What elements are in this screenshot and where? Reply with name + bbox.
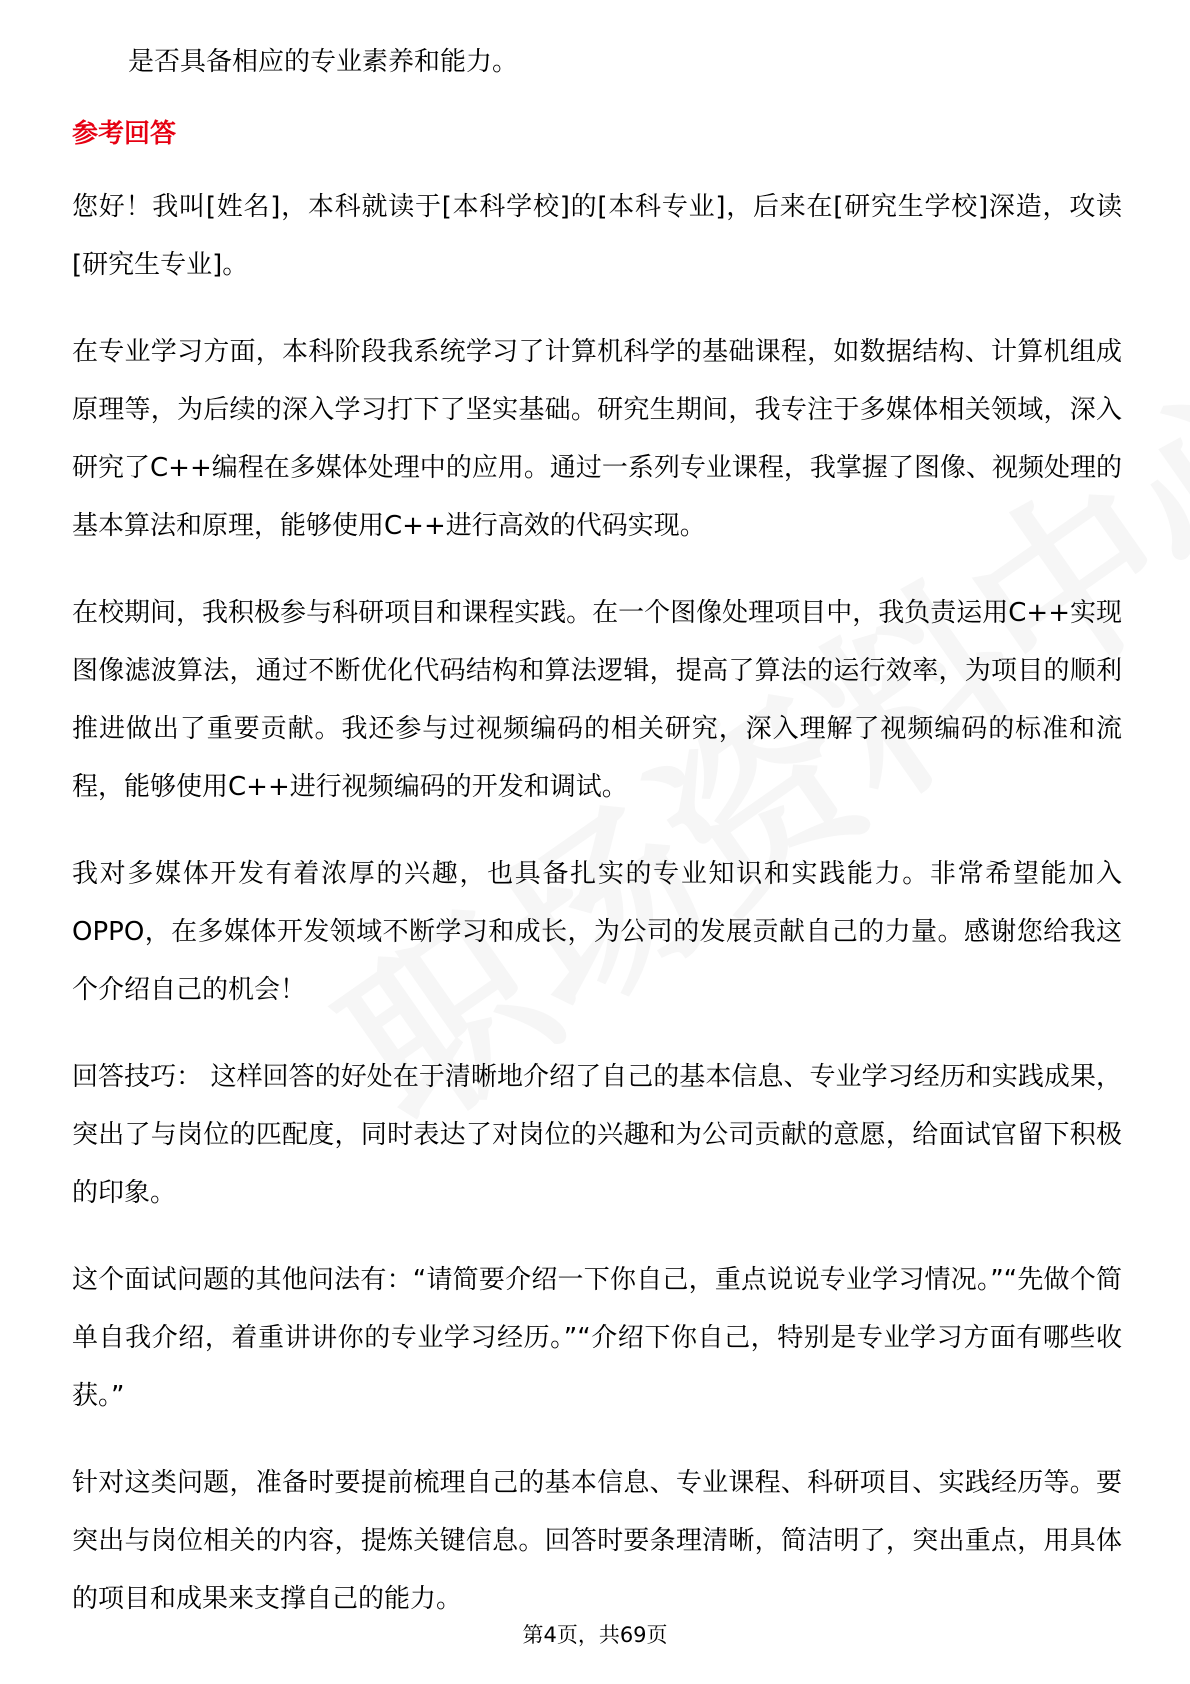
paragraph-tips: 回答技巧： 这样回答的好处在于清晰地介绍了自己的基本信息、专业学习经历和实践成果，突出了与岗位的匹配度，同时表达了对岗位的兴趣和为公司贡献的意愿，给面试官留下积极的印象。 [72, 1062, 1122, 1208]
paragraph-alternatives: 这个面试问题的其他问法有：“请简要介绍一下你自己，重点说说专业学习情况。”“先做个简单自我介绍，着重讲讲你的专业学习经历。”“介绍下你自己，特别是专业学习方面有哪些收获。” [72, 1265, 1122, 1411]
page-number: 第4页，共69页 [522, 1623, 668, 1647]
paragraph-intro: 您好！我叫[姓名]，本科就读于[本科学校]的[本科专业]，后来在[研究生学校]深造，攻读[研究生专业]。 [72, 192, 1122, 280]
answer-heading: 参考回答 [72, 119, 177, 149]
paragraph-motivation: 我对多媒体开发有着浓厚的兴趣，也具备扎实的专业知识和实践能力。非常希望能加入OPPO，在多媒体开发领域不断学习和成长，为公司的发展贡献自己的力量。感谢您给我这个介绍自己的机会！ [72, 859, 1122, 1005]
paragraph-projects: 在校期间，我积极参与科研项目和课程实践。在一个图像处理项目中，我负责运用C++实现图像滤波算法，通过不断优化代码结构和算法逻辑，提高了算法的运行效率，为项目的顺利推进做出了重要贡献。我还参与过视频编码的相关研究，深入理解了视频编码的标准和流程，能够使用C++进行视频编码的开发和调试。 [72, 598, 1122, 802]
paragraph-study: 在专业学习方面，本科阶段我系统学习了计算机科学的基础课程，如数据结构、计算机组成原理等，为后续的深入学习打下了坚实基础。研究生期间，我专注于多媒体相关领域，深入研究了C++编程在多媒体处理中的应用。通过一系列专业课程，我掌握了图像、视频处理的基本算法和原理，能够使用C++进行高效的代码实现。 [72, 337, 1122, 541]
page-content [72, 46, 1122, 1628]
paragraph-preparation: 针对这类问题，准备时要提前梳理自己的基本信息、专业课程、科研项目、实践经历等。要突出与岗位相关的内容，提炼关键信息。回答时要条理清晰，简洁明了，突出重点，用具体的项目和成果来支撑自己的能力。 [72, 1468, 1122, 1614]
intro-line: 是否具备相应的专业素养和能力。 [128, 47, 519, 77]
